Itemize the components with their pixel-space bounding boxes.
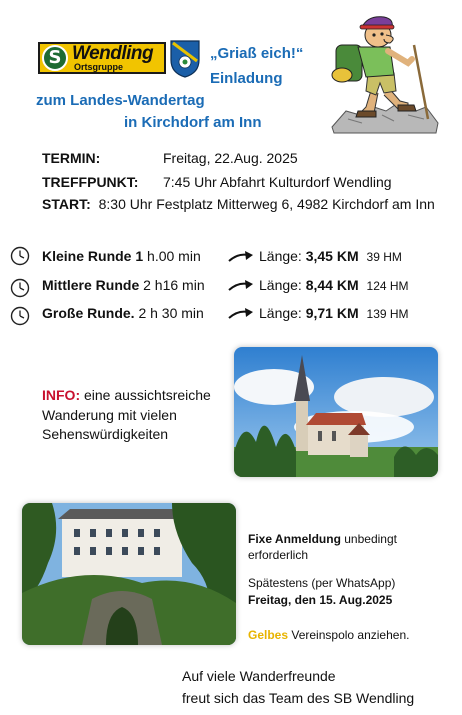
deadline-text: Freitag, den 15. Aug.2025: [248, 593, 393, 607]
arrow-icon: [228, 279, 254, 293]
greeting-text: „Griaß eich!“: [210, 45, 304, 62]
erforderlich-text: erforderlich: [248, 548, 309, 562]
route-1-hm: 39 HM: [366, 250, 402, 264]
info-text: [42, 386, 232, 445]
termin-label: TERMIN:: [42, 150, 101, 166]
logo-sub-text: Ortsgruppe: [74, 62, 124, 72]
clock-icon: [10, 278, 30, 298]
route-3-length: [259, 305, 409, 321]
fixe-anmeldung: Fixe Anmeldung: [248, 532, 341, 546]
treffpunkt-label: TREFFPUNKT:: [42, 174, 139, 190]
route-2-laenge-label: Länge:: [259, 277, 302, 293]
route-1-length: [259, 248, 402, 264]
coat-of-arms-icon: [170, 40, 200, 78]
route-2-name: Mittlere Runde: [42, 277, 140, 293]
route-2-hm: 124 HM: [366, 279, 409, 293]
termin-value: Freitag, 22.Aug. 2025: [163, 150, 298, 166]
termin-row: [42, 150, 100, 166]
arrow-icon: [228, 250, 254, 264]
route-2-time: 2 h16 min: [143, 277, 205, 293]
route-1-laenge-label: Länge:: [259, 248, 302, 264]
route-2-km: 8,44 KM: [305, 277, 359, 293]
church-photo: [234, 347, 438, 477]
clock-icon: [10, 246, 30, 266]
start-row: [42, 196, 435, 212]
castle-photo: [22, 503, 236, 645]
spaetestens-text: Spätestens (per WhatsApp): [248, 576, 396, 590]
route-1-name: Kleine Runde 1: [42, 248, 144, 264]
hiker-illustration: [328, 15, 440, 135]
unbedingt-text: unbedingt: [344, 532, 397, 546]
polo-text: Vereinspolo anziehen.: [291, 628, 410, 642]
logo-main-text: Wendling: [72, 43, 154, 64]
route-2-length: [259, 277, 409, 293]
footer-line-1: Auf viele Wanderfreunde: [182, 668, 336, 684]
logo-text: [72, 44, 153, 72]
title-line-1: zum Landes-Wandertag: [36, 92, 205, 109]
footer-line-2: freut sich das Team des SB Wendling: [182, 690, 415, 706]
route-2-name-time: [42, 277, 205, 293]
registration-line-1: [248, 532, 397, 546]
route-1-name-time: [42, 248, 201, 264]
logo-s-badge: S: [42, 45, 68, 71]
treffpunkt-value: 7:45 Uhr Abfahrt Kulturdorf Wendling: [163, 174, 392, 190]
route-1-km: 3,45 KM: [305, 248, 359, 264]
route-3-hm: 139 HM: [366, 307, 409, 321]
wendling-logo: [38, 42, 166, 74]
route-3-name: Große Runde.: [42, 305, 135, 321]
einladung-text: Einladung: [210, 70, 283, 87]
start-label: START:: [42, 196, 91, 212]
route-3-time: 2 h 30 min: [138, 305, 204, 321]
route-3-name-time: [42, 305, 204, 321]
route-1-time: h.00 min: [147, 248, 201, 264]
title-line-2: in Kirchdorf am Inn: [124, 114, 262, 131]
polo-line: [248, 628, 409, 642]
info-body: eine aussichtsreiche Wanderung mit vielen Sehenswürdigkeiten: [42, 387, 211, 442]
info-label: INFO:: [42, 387, 81, 403]
arrow-icon: [228, 307, 254, 321]
treffpunkt-row: [42, 174, 138, 190]
gelbes-text: Gelbes: [248, 628, 289, 642]
route-3-km: 9,71 KM: [305, 305, 359, 321]
start-value: 8:30 Uhr Festplatz Mitterweg 6, 4982 Kirchdorf am Inn: [98, 196, 435, 212]
route-3-laenge-label: Länge:: [259, 305, 302, 321]
clock-icon: [10, 306, 30, 326]
